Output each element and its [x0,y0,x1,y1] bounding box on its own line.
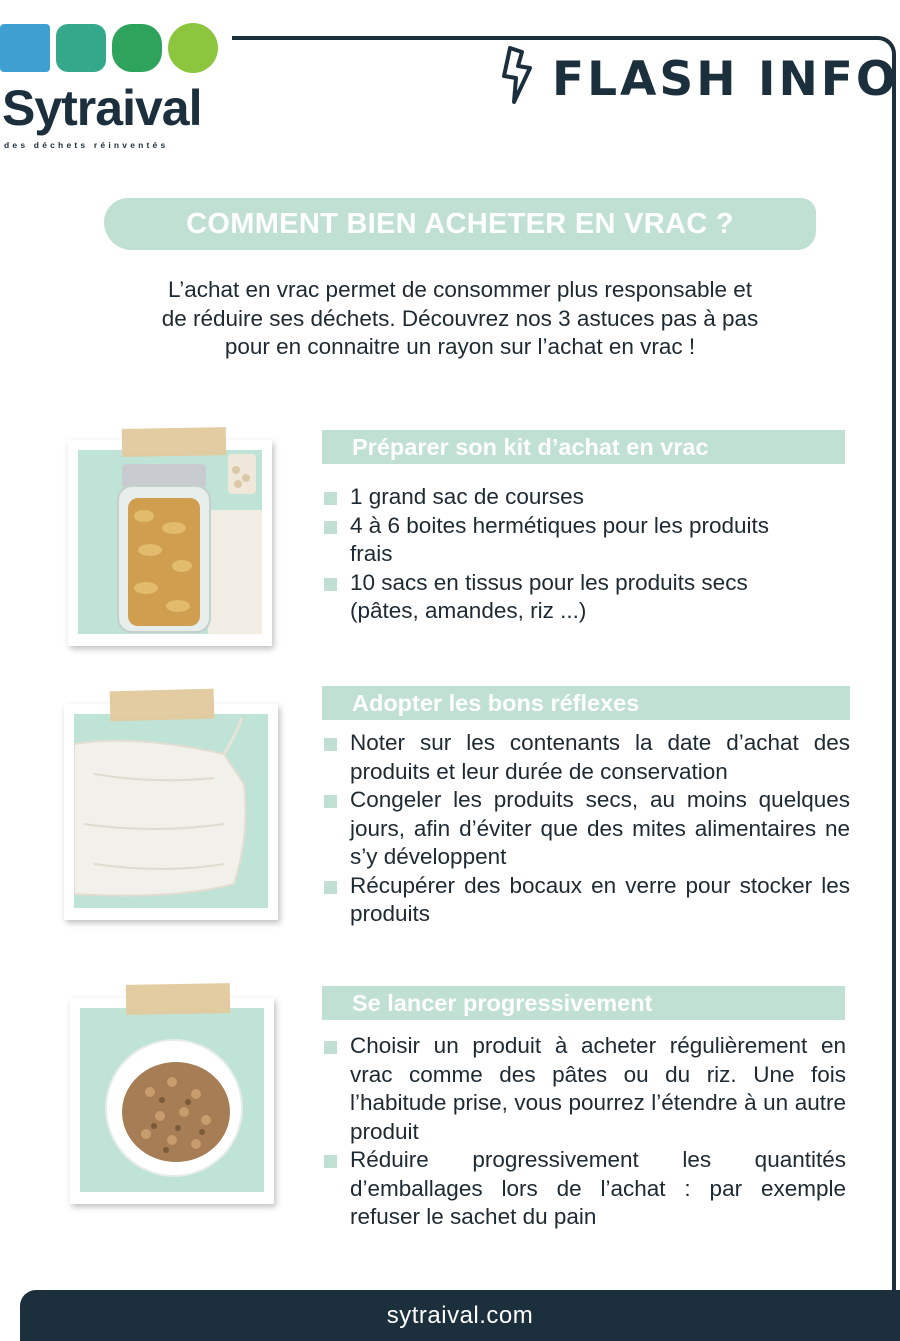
footer-website-link[interactable]: sytraival.com [386,1301,534,1329]
logo-name: Sytraival [2,80,202,136]
lightning-icon [500,46,536,104]
section-1-list [322,483,812,626]
bullet-square-icon [324,1155,337,1168]
list-item: Congeler les produits secs, au moins quelques jours, afin d’éviter que des mites alimentaires ne s’y développent [322,786,850,872]
intro-line: pour en connaitre un rayon sur l’achat en vrac ! [224,334,696,359]
banner-title: COMMENT BIEN ACHETER EN VRAC ? [186,207,734,240]
list-item: Noter sur les contenants la date d’achat des produits et leur durée de conservation [322,729,850,786]
list-item: 10 sacs en tissus pour les produits secs (pâtes, amandes, riz ...) [322,569,812,626]
tape-decoration [110,689,215,722]
photo-jar-pasta [68,440,272,646]
section-3-list [322,1032,846,1232]
tape-decoration [122,427,226,457]
section-2-header: Adopter les bons réflexes [322,686,850,720]
bullet-square-icon [324,1041,337,1054]
bullet-square-icon [324,738,337,751]
logo-tagline: des déchets réinventés [4,140,169,150]
tape-decoration [126,983,231,1015]
flash-info-title: FLASH INFO [552,52,899,107]
intro-line: de réduire ses déchets. Découvrez nos 3 astuces pas à pas [161,305,759,331]
intro-line: L’achat en vrac permet de consommer plus responsable et [167,277,753,302]
bullet-square-icon [324,881,337,894]
list-item: Réduire progressivement les quantités d’emballages lors de l’achat : par exemple refuser le sachet du pain [322,1146,846,1232]
photo-jar-pasta-image [78,450,262,634]
photo-cloth-bag-image [74,714,268,908]
sytraival-logo [0,20,230,150]
list-item: 1 grand sac de courses [322,483,812,512]
section-2-list [322,729,850,929]
title-banner [104,198,816,250]
bullet-square-icon [324,492,337,505]
section-1-header: Préparer son kit d’achat en vrac [322,430,845,464]
photo-cloth-bag [64,704,278,920]
photo-lentils-bowl [70,998,274,1204]
section-3-header: Se lancer progressivement [322,986,845,1020]
list-item: 4 à 6 boites hermétiques pour les produits frais [322,512,812,569]
bullet-square-icon [324,795,337,808]
footer-bar [20,1290,900,1341]
intro-paragraph [80,276,840,362]
list-item: Récupérer des bocaux en verre pour stocker les produits [322,872,850,929]
photo-lentils-bowl-image [80,1008,264,1192]
list-item: Choisir un produit à acheter régulièrement en vrac comme des pâtes ou du riz. Une fois l’habitude prise, vous pourrez l’étendre à un autre produit [322,1032,846,1146]
bullet-square-icon [324,521,337,534]
logo-squares-graphic [0,20,220,76]
bullet-square-icon [324,578,337,591]
